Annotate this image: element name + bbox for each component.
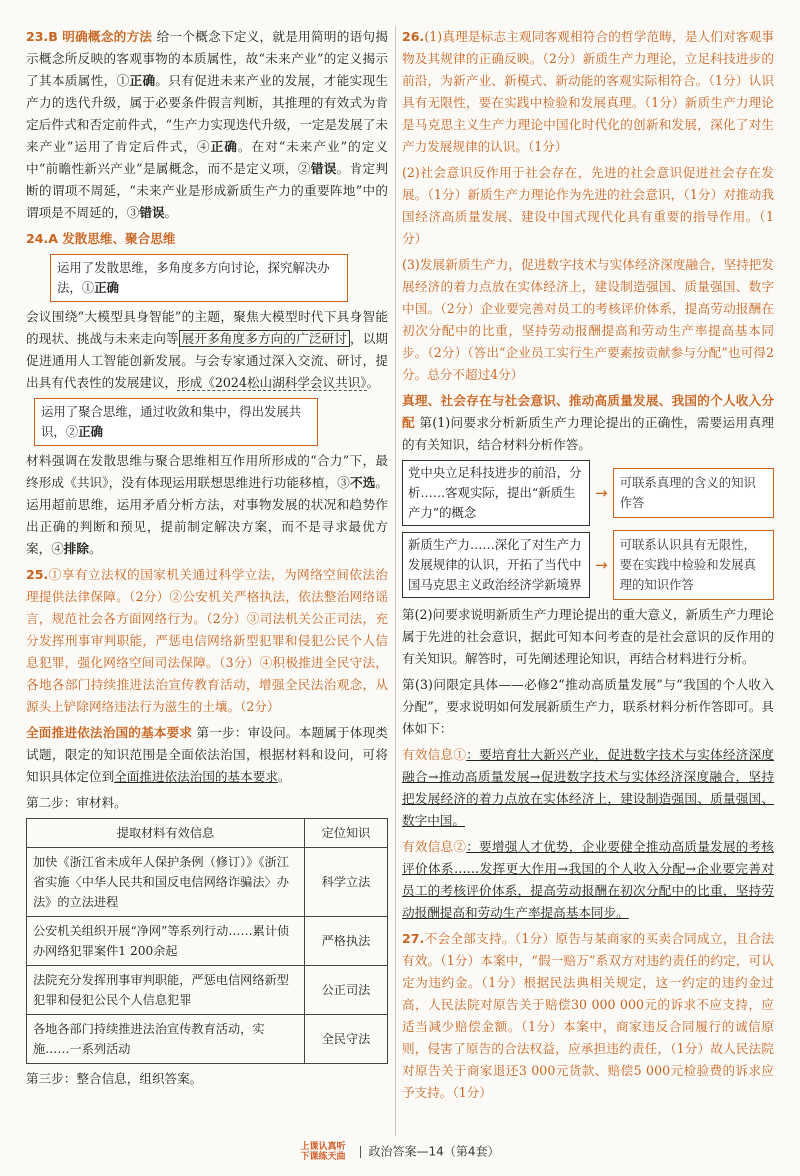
table-cell-knowledge: 严格执法 [305, 917, 388, 966]
table-cell-knowledge: 公正司法 [305, 966, 388, 1015]
table-cell-info: 加快《浙江省未成年人保护条例（修订）》《浙江省实施〈中华人民共和国反电信网络诈骗法〉办法》的立法进程 [27, 848, 305, 917]
logo-line-2: 下课练天曲 [300, 1152, 346, 1162]
q24-annotation-1-text: 运用了发散思维，多角度多方向讨论，探究解决办法，① [57, 260, 330, 295]
q26-map-knowledge: 可联系真理的含义的知识作答 [613, 468, 774, 518]
brand-logo [301, 1142, 346, 1162]
q23-text-1: 给一个概念下定义，就是用简明的语句揭示概念所反映的客观事物的本质属性，故“未来产业”的定义揭示了其本质属性，① [26, 29, 388, 88]
q26-effective-text-2: ：要增强人才优势，企业要健全推动高质量发展的考核评价体系……发挥更大作用→我国的个人收入分配→企业要完善对员工的考核评价体系，提高劳动报酬在初次分配中的比重，坚持劳动报酬提高和劳动生产率提高基本同步。 [402, 839, 775, 920]
q24-annotation-2-mark: 正确 [78, 424, 103, 439]
q23-number: 23.B [26, 29, 58, 44]
q25-step1-underline: 全面推进依法治国的基本要求 [114, 769, 278, 784]
q23-mark-2: 正确 [210, 139, 238, 154]
footer-divider [360, 1146, 361, 1158]
q26-effective-label-1: 有效信息① [402, 747, 467, 762]
arrow-right-icon: → [595, 484, 608, 502]
q25-step1-end: 。 [277, 769, 291, 784]
q26-map-knowledge: 可联系认识具有无限性，要在实践中检验和发展真理的知识作答 [613, 530, 774, 600]
left-column [26, 26, 388, 1094]
table-cell-knowledge: 全民守法 [305, 1015, 388, 1064]
q26-analysis-head: 真理、社会存在与社会意识、推动高质量发展、我国的个人收入分配 [402, 393, 774, 430]
q23-mark-4: 错误 [139, 205, 165, 220]
q26-effective-text-1: ：要培育壮大新兴产业，促进数字技术与实体经济深度融合→推动高质量发展→促进数字技术与实体经济深度融合，坚持把发展经济的着力点放在实体经济上，建设制造强国、质量强国、数字中国。 [402, 747, 775, 828]
q24-material-1c: 。 [366, 375, 380, 390]
q26-answer-1 [402, 26, 774, 158]
q24-topic: 发散思维、聚合思维 [62, 231, 176, 246]
table-header-knowledge: 定位知识 [305, 819, 388, 848]
logo-line-1: 上课认真听 [300, 1142, 346, 1152]
q26-number: 26. [402, 29, 425, 44]
q23-text-5: 。 [164, 205, 178, 220]
q25-answer [26, 564, 388, 718]
q26-analysis-2: 第(2)问要求说明新质生产力理论提出的重大意义，新质生产力理论属于先进的社会意识，据此可知本问考查的是社会意识的反作用的有关知识。解答时，可先阐述理论知识，再结合材料进行分析。 [402, 607, 774, 666]
q23-topic: 明确概念的方法 [62, 29, 153, 44]
q25-info-table [26, 818, 388, 1064]
q24-analysis-c: 。 [88, 541, 102, 556]
q24-material-1b: ，以期促进通用人工智能创新发展。与会专家通过深入交流、研讨，提出具有代表性的发展建议， [26, 331, 388, 390]
q26-map-material: 新质生产力……深化了对生产力发展规律的认识，开拓了当代中国马克思主义政治经济学新境界 [402, 532, 590, 598]
q26-answer-2: (2)社会意识反作用于社会存在，先进的社会意识促进社会存在发展。（1分）新质生产力理论作为先进的社会意识，（1分）对推动我国经济高质量发展、建设中国式现代化具有重要的指导作用。（1分） [402, 165, 774, 246]
q23-text-4: 。肯定判断的谓项不周延，“未来产业是形成新质生产力的重要阵地”中的谓项是不周延的，③ [26, 161, 389, 220]
q26-answer-3: (3)发展新质生产力，促进数字技术与实体经济深度融合，坚持把发展经济的着力点放在实体经济上，建设制造强国、质量强国、数字中国。（2分）企业要完善对员工的考核评价体系，提高劳动报酬在初次分配中的比重，坚持劳动报酬提高和劳动生产率提高基本同步。（2分）（答出“企业员工实行生产要素按贡献参与分配”也可得2分。总分不超过4分） [402, 257, 774, 382]
q26-map-row [402, 460, 774, 526]
table-row [27, 966, 388, 1015]
table-cell-info: 法院充分发挥刑事审判职能，严惩电信网络新型犯罪和侵犯公民个人信息犯罪 [27, 966, 305, 1015]
q25-step1-text: 第一步：审设问。本题属于体现类试题，限定的知识范围是全面依法治国，根据材料和设问，可将知识具体定位到 [26, 725, 389, 784]
q25-analysis-head: 全面推进依法治国的基本要求 [26, 725, 193, 740]
q26-map-row [402, 530, 774, 600]
q24-annotation-divergent [50, 254, 348, 302]
q24-number: 24.A [26, 231, 59, 246]
q23-paragraph [26, 26, 388, 224]
table-cell-info: 各地各部门持续推进法治宣传教育活动，实施……一系列活动 [27, 1015, 305, 1064]
q25-step3: 第三步：整合信息，组织答案。 [26, 1071, 203, 1086]
q24-material-underline: 形成《2024松山湖科学会议共识》 [177, 375, 367, 390]
q24-analysis [26, 450, 388, 560]
q24-analysis-a: 材料强调在发散思维与聚合思维相互作用所形成的“合力”下，最终形成《共识》，没有体现运用联想思维进行功能移植，③ [26, 453, 388, 490]
q24-header [26, 228, 388, 250]
q24-material-1 [26, 306, 388, 394]
q26-effective-label-2: 有效信息② [402, 839, 467, 854]
q26-effective-info-1 [402, 744, 774, 832]
q24-annotation-2-text: 运用了聚合思维，通过收敛和集中，得出发展共识，② [41, 404, 302, 439]
q25-step2: 第二步：审材料。 [26, 795, 127, 810]
q26-effective-info-2 [402, 836, 774, 924]
q27-answer-text: 不会全部支持。（1分）原告与某商家的买卖合同成立，且合法有效。（1分）本案中，“假一赔万”系双方对违约责任的约定，可认定为违约金。（1分）根据民法典相关规定，这一约定的违约金过高，人民法院对原告关于赔偿30 000 000元的诉求不应支持，应适当减少赔偿金额。（1分）本案中，商家违反合同履行的诚信原则，侵害了原告的合法权益，应承担违约责任，（1分）故人民法院对原告关于商家退还3 000元货款、赔偿5 000元检验费的诉求应予支持。（1分） [402, 931, 774, 1100]
table-row [27, 848, 388, 917]
table-row [27, 917, 388, 966]
q26-map-material: 党中央立足科技进步的前沿，分析……客观实际，提出“新质生产力”的概念 [402, 460, 590, 526]
q24-material-box: 展开多角度多方向的广泛研讨 [179, 330, 350, 347]
table-header-row [27, 819, 388, 848]
page-label: 政治答案—14（第4套） [368, 1144, 500, 1159]
q23-mark-3: 错误 [310, 161, 337, 176]
q24-analysis-b: 。运用超前思维，运用矛盾分析方法，对事物发展的状况和趋势作出正确的判断和预见，提前制定解决方案，而不是寻求最优方案，④ [26, 475, 389, 556]
q24-material-1a: 会议围绕“大模型具身智能”的主题，聚焦大模型时代下具身智能的现状、挑战与未来走向等 [26, 309, 388, 346]
q26-analysis-1-text: 第(1)问要求分析新质生产力理论提出的正确性，需要运用真理的有关知识，结合材料分析作答。 [402, 415, 775, 452]
q26-answer-1-text: (1)真理是标志主观同客观相符合的哲学范畴，是人们对客观事物及其规律的正确反映。（2分）新质生产力理论，立足科技进步的前沿，为新产业、新模式、新动能的客观实际相符合。（1分）认识具有无限性，要在实践中检验和发展真理。（1分）新质生产力理论是马克思主义生产力理论中国化时代化的创新和发展，深化了对生产力发展规律的认识。（1分） [402, 29, 774, 154]
right-column [402, 26, 774, 1108]
table-cell-info: 公安机关组织开展“净网”等系列行动……累计侦办网络犯罪案件1 200余起 [27, 917, 305, 966]
q25-step1 [26, 722, 388, 788]
q24-analysis-mark-2: 排除 [63, 541, 89, 556]
q23-text-3: 。在对“未来产业”的定义中“前瞻性新兴产业”是属概念，而不是定义项，② [26, 139, 388, 176]
q23-text-2: 。只有促进未来产业的发展，才能实现生产力的迭代升级，属于必要条件假言判断，其推理的有效式为肯定后件式和否定前件式，“生产力实现迭代升级，一定是发展了未来产业”运用了肯定后件式，④ [26, 73, 389, 154]
q24-annotation-1-mark: 正确 [94, 280, 119, 295]
q23-mark-1: 正确 [129, 73, 156, 88]
column-divider [395, 26, 396, 1136]
arrow-right-icon: → [595, 556, 608, 574]
q27-number: 27. [402, 931, 425, 946]
q26-analysis-1 [402, 390, 774, 456]
q26-analysis-3: 第(3)问限定具体——必修2“推动高质量发展”与“我国的个人收入分配”，要求说明如何发展新质生产力，联系材料分析作答即可。具体如下： [402, 677, 774, 736]
table-header-info: 提取材料有效信息 [27, 819, 305, 848]
q27-answer [402, 928, 774, 1104]
q25-number: 25. [26, 567, 49, 582]
q24-annotation-convergent [34, 398, 318, 446]
table-row [27, 1015, 388, 1064]
q25-answer-text: ①享有立法权的国家机关通过科学立法，为网络空间依法治理提供法律保障。（2分）②公安机关严格执法，依法整治网络谣言，规范社会各方面网络行为。（2分）③司法机关公正司法，充分发挥刑事审判职能，严惩电信网络新型犯罪和侵犯公民个人信息犯罪，强化网络空间司法保障。（3分）④积极推进全民守法，各地各部门持续推进法治宣传教育活动，增强全民法治观念，从源头上铲除网络违法行为滋生的土壤。（2分） [26, 567, 388, 714]
table-cell-knowledge: 科学立法 [305, 848, 388, 917]
page-footer [0, 1142, 800, 1162]
q24-analysis-mark-1: 不选 [350, 475, 376, 490]
